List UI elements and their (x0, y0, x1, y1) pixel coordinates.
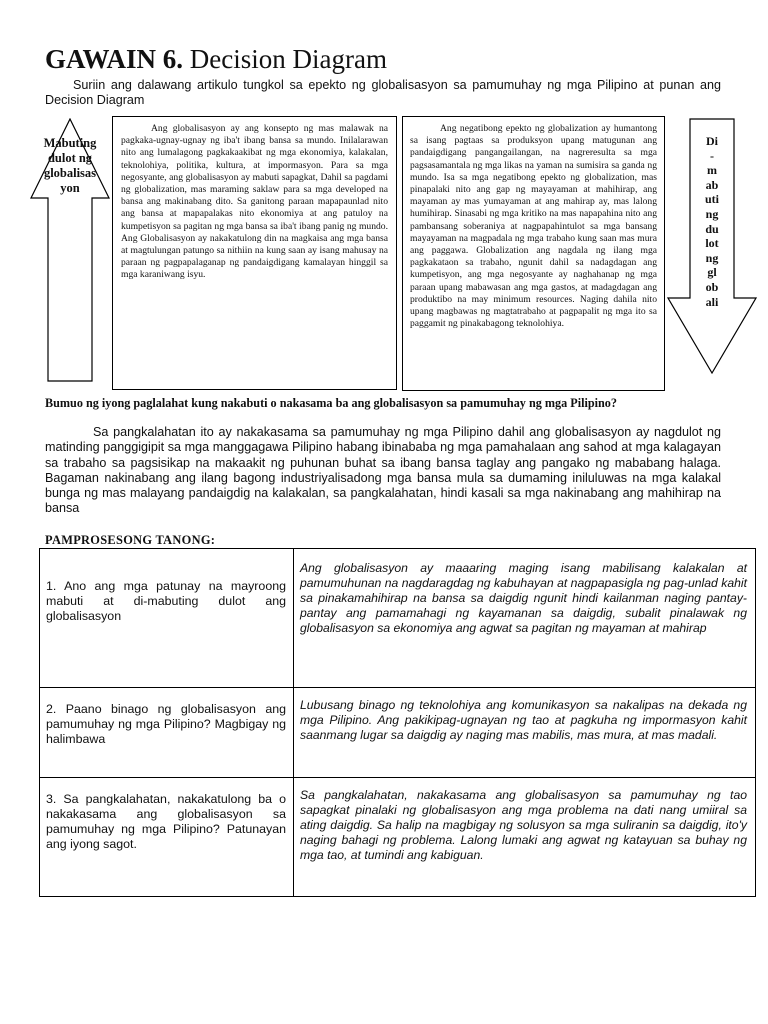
question-cell: 1. Ano ang mga patunay na mayroong mabuti at di-mabuting dulot ang globalisasyon (40, 549, 294, 688)
label-line: yon (60, 181, 80, 195)
answer-cell: Ang globalisasyon ay maaaring maging isang mabilisang kalakalan at pamumuhunan na nagdaragdag ng kabuhayan at nagpapasigla ng pag-unlad kahit sa pinakamahihirap na bansa sa daigdig ngunit hindi kailanman naging pantay-pantay ang pamamahagi ng kayamanan sa daigdig, subalit pinalawak ng globalisasyon sa ekonomiya ang agwat sa pagitan ng mayaman at mahirap (294, 549, 756, 688)
label-line: uti (704, 192, 719, 207)
label-line: ab (705, 177, 719, 192)
processing-questions-table (39, 548, 756, 897)
label-line: ng (705, 206, 719, 221)
negative-article-text: Ang negatibong epekto ng globalization ay humantong sa isang pagtaas sa produksyon upang matugunan ang pandaigdigang pangangailangan, na nagreresulta sa mga pagsasamantala ng mga likas na yaman na sumisira sa ganda ng mundo. Isa sa mga negatibong epekto ng globalization, mas pinapalaki nito ang gap ng mayayaman at mahihirap, ang mayaman ay mas yumayaman at ang mahirap ay, mas lalong humihirap. Sinasabi ng mga kritiko na mas napapahina nito ang pambansang soberaniya at nagpapahintulot sa mga bansang mayayaman na magpadala ng mga trabaho kung saan mas mura ang paggawa. Globalization ang nagdala ng ilang mga pagkakataon sa trabaho, ngunit dahil sa nadagdagan ang kumpetisyon, ang mga negosyante ay naghahanap ng mga paraan upang mabawasan ang mga gastos, at madagdagan ang produktibo na may minimum resources. Naging dahila nito upang magbawas ng magtatrabaho at pagpapalit ng mga ito sa paggamit ng pinakabagong teknolohiya. (410, 123, 657, 330)
table-row (40, 688, 756, 778)
label-line: Di (706, 134, 718, 148)
title-activity-number: GAWAIN 6. (45, 44, 184, 74)
instructions-text: Suriin ang dalawang artikulo tungkol sa epekto ng globalisasyon sa pamumuhay ng mga Pilipino at punan ang Decision Diagram (45, 78, 721, 107)
label-line: du (705, 221, 719, 236)
page-title (45, 44, 387, 75)
question-cell: 2. Paano binago ng globalisasyon ang pamumuhay ng mga Pilipino? Magbigay ng halimbawa (40, 688, 294, 778)
label-line: ali (705, 294, 719, 309)
label-line: Mabuting (43, 136, 97, 150)
processing-questions-heading: PAMPROSESONG TANONG: (45, 533, 216, 547)
good-effects-label (30, 136, 110, 196)
positive-article-text: Ang globalisasyon ay ang konsepto ng mas malawak na pagkaka-ugnay-ugnay ng iba't ibang bansa sa mundo. Inilalarawan nito ang lumalagong pagkakaakibat ng mga ekonomiya, kalakalan, teknolohiya, politika, kultura, at impormasyon. Para sa mga negosyante, ang globalisasyon ay mabuti sapagkat, Dahil sa pagdami ng globalization, mas maraming saklaw para sa mga developed na bansa ang makinabang dito. Sa ganitong paraan mapapaunlad nito ang bansa at mapapalakas nito ekonomiya at ang patuloy na kumpetisyon sa pagitan ng mga bansa sa iba't ibang panig ng mundo. Ang Globalisasyon ay nakakatulong din na magkaisa ang mga bansa at magtulungan patungo sa nithiin na kung saan ay isang mahusay na paraan ng pagpapalaganap ng pandaigdigang kamalayan hinggil sa mga karaniwang isyu. (121, 123, 388, 281)
label-line: dulot ng (47, 151, 93, 165)
label-line: m (707, 163, 717, 178)
bad-effects-arrow (667, 118, 757, 374)
label-line: globalisas (43, 166, 97, 180)
label-line: - (710, 148, 714, 163)
title-text: Decision Diagram (183, 44, 387, 74)
question-cell: 3. Sa pangkalahatan, nakakatulong ba o nakakasama ang globalisasyon sa pamumuhay ng mga Pilipino? Patunayan ang iyong sagot. (40, 778, 294, 897)
negative-article-box (402, 116, 665, 391)
generalization-answer: Sa pangkalahatan ito ay nakakasama sa pamumuhay ng mga Pilipino dahil ang globalisasyon ay nagdulot ng matinding panggigipit sa mga manggagawa Pilipino habang ibinababa ng mga pamahalaan ang sahod at mga kalagayan sa trabaho sa pagsisikap na makaakit ng puhunan buhat sa ibang bansa taglay ang pangako ng mababang halaga. Bagaman nakinabang ang ilang bagong industriyalisadong mga bansa mula sa dumaming iniluluwas na mga kalakal bunga ng mas malayang pandaigdig na kalakalan, sa pangkalahatan, hindi kasali sa mga nakinabang ang mahihirap na bansa (45, 425, 721, 516)
bad-effects-label (690, 134, 734, 309)
label-line: ng (705, 250, 719, 265)
table-row (40, 778, 756, 897)
good-effects-arrow (30, 118, 110, 382)
label-line: gl (707, 265, 717, 280)
label-line: lot (705, 236, 719, 251)
answer-cell: Sa pangkalahatan, nakakasama ang globalisasyon sa pamumuhay ng tao sapagkat pinalaki ng globalisasyon ang mga problema na dati nang umiiral sa ating daigdig. Sa halip na magbigay ng solusyon sa mga suliranin sa daigdig, ito'y naging bahagi ng problema. Lalong lumaki ang agwat ng katayuan sa buhay ng mga tao, at tumindi ang kabiguan. (294, 778, 756, 897)
answer-cell: Lubusang binago ng teknolohiya ang komunikasyon sa nakalipas na dekada ng mga Pilipino. Ang pakikipag-ugnayan ng tao at pagkuha ng impormasyon kahit saanmang lugar sa daigdig ay naging mas mabilis, mas mura, at mas madali. (294, 688, 756, 778)
table-row (40, 549, 756, 688)
positive-article-box (112, 116, 397, 390)
generalization-prompt: Bumuo ng iyong paglalahat kung nakabuti o nakasama ba ang globalisasyon sa pamumuhay ng mga Pilipino? (45, 396, 617, 410)
label-line: ob (705, 279, 719, 294)
